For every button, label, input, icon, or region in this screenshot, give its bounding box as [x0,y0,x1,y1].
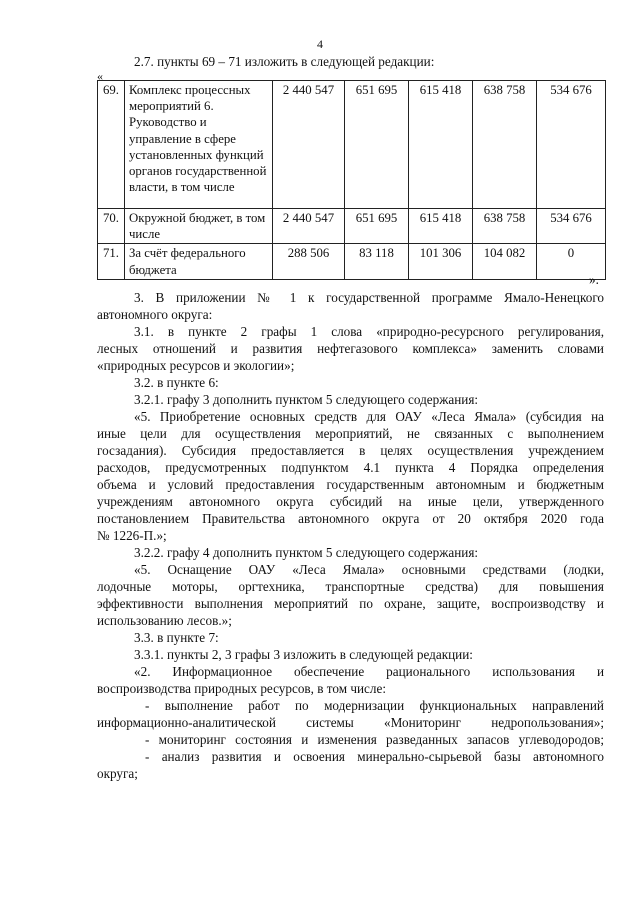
cell-value: 534 676 [537,81,606,209]
cell-value: 2 440 547 [273,81,345,209]
cell-value: 101 306 [409,244,473,279]
cell-value: 83 118 [345,244,409,279]
cell-value: 615 418 [409,81,473,209]
paragraph-line: «2. Информационное обеспечение рационального использования и [134,664,604,679]
row-number: 71. [98,244,125,279]
cell-value: 638 758 [473,209,537,244]
paragraph-line: автономного округа: [97,307,213,322]
cell-value: 638 758 [473,81,537,209]
paragraph-line: постановлением Правительства автономного округа от 20 октября 2020 года [97,511,604,526]
cell-value: 651 695 [345,209,409,244]
page-number: 4 [317,37,323,51]
paragraph-line: расходов, предусмотренных подпунктом 4.1 пункта 4 Порядка определения [97,460,604,475]
cell-value: 288 506 [273,244,345,279]
paragraph-line: иные цели для осуществления мероприятий, не связанных с выполнением [97,426,604,441]
paragraph-line: 3.2.1. графу 3 дополнить пунктом 5 следующего содержания: [134,392,479,407]
paragraph-line: - мониторинг состояния и изменения разведанных запасов углеводородов; [145,732,604,747]
paragraph-line: учреждениям автономного округа субсидий на иные цели, утвержденного [97,494,604,509]
cell-value: 615 418 [409,209,473,244]
paragraph-line: госзадания). Субсидия предоставляется в целях осуществления учреждением [97,443,604,458]
row-number: 70. [98,209,125,244]
paragraph-line: «природных ресурсов и экологии»; [97,358,295,373]
cell-value: 0 [537,244,606,279]
paragraph-line: 3.3.1. пункты 2, 3 графы 3 изложить в следующей редакции: [134,647,473,662]
row-number: 69. [98,81,125,209]
table-row [98,81,606,209]
paragraph-line: воспроизводства природных ресурсов, в том числе: [97,681,386,696]
cell-value: 651 695 [345,81,409,209]
paragraph-line: - выполнение работ по модернизации функциональных направлений [145,698,604,713]
table-row [98,209,606,244]
row-name: Комплекс процессных мероприятий 6. Руководство и управление в сфере установленных функций органов государственной власти, в том числе [125,81,273,209]
paragraph-line: информационно-аналитической системы «Мониторинг недропользования»; [97,715,604,730]
table-row [98,244,606,279]
row-name: Окружной бюджет, в том числе [125,209,273,244]
row-name: За счёт федерального бюджета [125,244,273,279]
paragraph-line: эффективности выполнения мероприятий по охране, защите, воспроизводству и [97,596,604,611]
quote-open: « [97,69,103,83]
cell-value: 534 676 [537,209,606,244]
paragraph-line: 3.2. в пункте 6: [134,375,219,390]
paragraph-line: 3.1. в пункте 2 графы 1 слова «природно-ресурсного регулирования, [134,324,604,339]
paragraph-line: использованию лесов.»; [97,613,232,628]
paragraph-line: округа; [97,766,138,781]
quote-close: ». [589,272,599,287]
paragraph-line: «5. Оснащение ОАУ «Леса Ямала» основными средствами (лодки, [134,562,604,577]
section-intro: 2.7. пункты 69 – 71 изложить в следующей редакции: [134,54,435,69]
cell-value: 104 082 [473,244,537,279]
budget-table [97,80,606,280]
paragraph-line: № 1226-П.»; [97,528,167,543]
paragraph-line: «5. Приобретение основных средств для ОАУ «Леса Ямала» (субсидия на [134,409,604,424]
paragraph-line: 3. В приложении № 1 к государственной программе Ямало-Ненецкого [134,290,604,305]
cell-value: 2 440 547 [273,209,345,244]
paragraph-line: лесных отношений и развития нефтегазового комплекса» заменить словами [97,341,604,356]
paragraph-line: лодочные моторы, оргтехника, транспортные средства) для повышения [97,579,604,594]
paragraph-line: объема и условий предоставления государственным автономным и бюджетным [97,477,604,492]
paragraph-line: 3.2.2. графу 4 дополнить пунктом 5 следующего содержания: [134,545,479,560]
paragraph-line: - анализ развития и освоения минерально-сырьевой базы автономного [145,749,604,764]
paragraph-line: 3.3. в пункте 7: [134,630,219,645]
